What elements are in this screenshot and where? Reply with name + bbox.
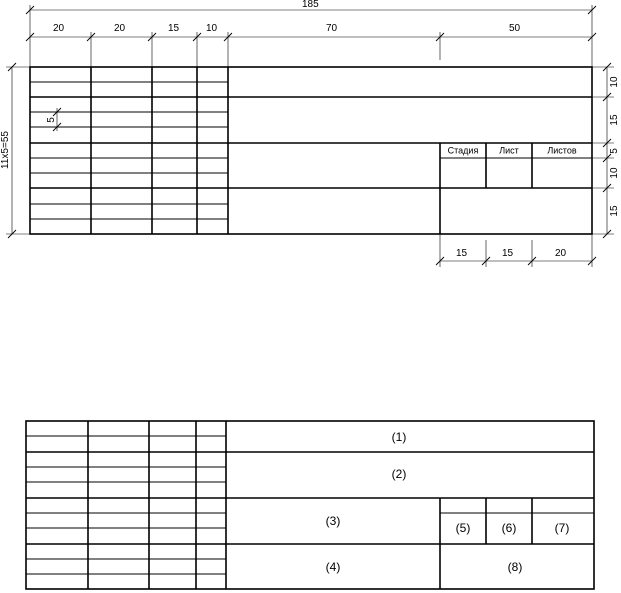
dim-bottom-c1: 15 bbox=[456, 248, 468, 259]
left-dimension-lines bbox=[6, 63, 61, 238]
cell-label-3: (3) bbox=[325, 514, 341, 528]
header-sheet: Лист bbox=[499, 145, 519, 156]
dim-col3: 15 bbox=[168, 23, 180, 34]
cell-label-7: (7) bbox=[554, 521, 570, 535]
dim-bottom-c3: 20 bbox=[555, 248, 567, 259]
cell-label-4: (4) bbox=[325, 560, 341, 574]
cell-label-1: (1) bbox=[391, 430, 407, 444]
cell-label-2: (2) bbox=[391, 467, 407, 481]
dim-row-height: 5 bbox=[46, 117, 57, 123]
dim-right-r4: 10 bbox=[609, 167, 620, 179]
dim-col4: 10 bbox=[206, 23, 218, 34]
dim-bottom-c2: 15 bbox=[502, 248, 514, 259]
header-sheets-total: Листов bbox=[547, 145, 577, 156]
dim-col2: 20 bbox=[114, 23, 126, 34]
cell-label-6: (6) bbox=[501, 521, 517, 535]
top-dimension-lines bbox=[26, 5, 596, 67]
header-stage: Стадия bbox=[447, 145, 479, 156]
dim-right-r5: 15 bbox=[609, 205, 620, 217]
dim-col6: 50 bbox=[509, 23, 521, 34]
dim-right-r3: 5 bbox=[609, 148, 620, 154]
dim-overall-height: 11x5=55 bbox=[0, 131, 11, 169]
cell-label-5: (5) bbox=[455, 521, 471, 535]
dim-right-r2: 15 bbox=[609, 114, 620, 126]
dim-col1: 20 bbox=[53, 23, 65, 34]
cell-label-8: (8) bbox=[507, 560, 523, 574]
dim-right-r1: 10 bbox=[609, 76, 620, 88]
dim-overall-width: 185 bbox=[302, 0, 319, 10]
dim-col5: 70 bbox=[326, 23, 338, 34]
